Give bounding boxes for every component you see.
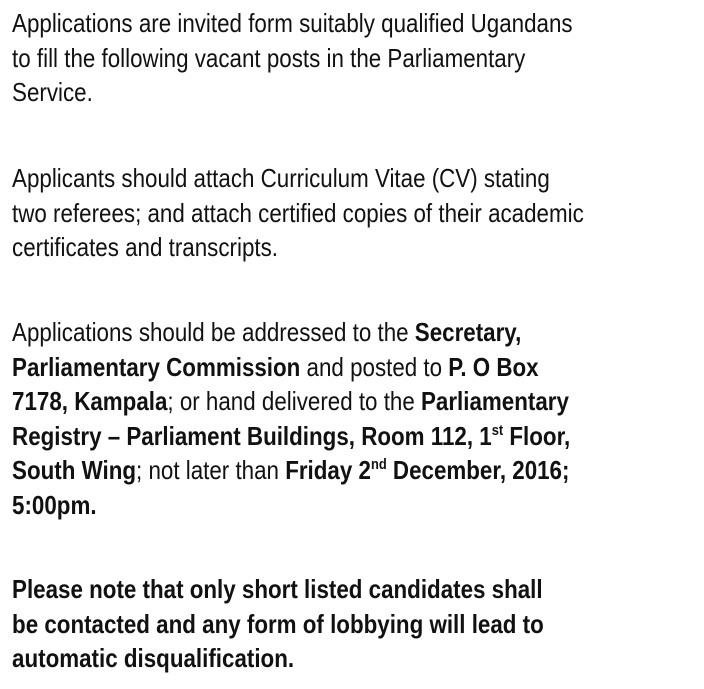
attachments-line: Applicants should attach Curriculum Vitae (CV) stating (12, 163, 550, 193)
submission-line-4 (12, 419, 704, 454)
attachments-line: certificates and transcripts. (12, 232, 278, 263)
ordinal-suffix: st (491, 421, 504, 439)
attachments-line: two referees; and attach certified copies of their academic (12, 197, 584, 228)
deadline-time: 5:00pm. (12, 489, 97, 520)
intro-paragraph (12, 6, 704, 110)
submission-text: and posted to (300, 351, 449, 382)
submission-line-2 (12, 350, 704, 385)
submission-line-5 (12, 453, 704, 488)
deadline-month-year-text: December, 2016; (386, 455, 570, 486)
deadline-day-text: Friday 2 (285, 455, 371, 486)
submission-line-1 (12, 315, 704, 350)
submission-text: ; or hand delivered to the (167, 386, 422, 417)
submission-text: ; not later than (136, 455, 286, 486)
addressee-title: Secretary, (414, 317, 522, 347)
note-line: be contacted and any form of lobbying will lead to (12, 608, 544, 639)
registry-name: Parliamentary (421, 386, 569, 417)
lobbying-note-paragraph (12, 572, 704, 676)
attachments-paragraph (12, 161, 704, 265)
ordinal-suffix: nd (370, 456, 387, 474)
note-line: Please note that only short listed candidates shall (12, 574, 543, 604)
registry-floor-text: Floor, (503, 420, 571, 451)
note-line: automatic disqualification. (12, 643, 295, 674)
submission-line-6 (12, 488, 704, 523)
submission-text: Applications should be addressed to the (12, 317, 415, 347)
registry-location (12, 421, 570, 451)
registry-wing: South Wing (12, 455, 137, 486)
submission-line-3 (12, 384, 704, 419)
intro-line: Applications are invited form suitably qualified Ugandans (12, 8, 573, 38)
postal-box-number-city: 7178, Kampala (12, 386, 168, 417)
postal-box: P. O Box (448, 351, 539, 382)
registry-location-text: Registry – Parliament Buildings, Room 112, 1 (12, 420, 492, 451)
intro-line: Service. (12, 77, 93, 108)
deadline-date (285, 455, 569, 485)
addressee-organization: Parliamentary Commission (12, 351, 301, 382)
intro-line: to fill the following vacant posts in the Parliamentary (12, 42, 526, 73)
submission-paragraph (12, 315, 704, 523)
